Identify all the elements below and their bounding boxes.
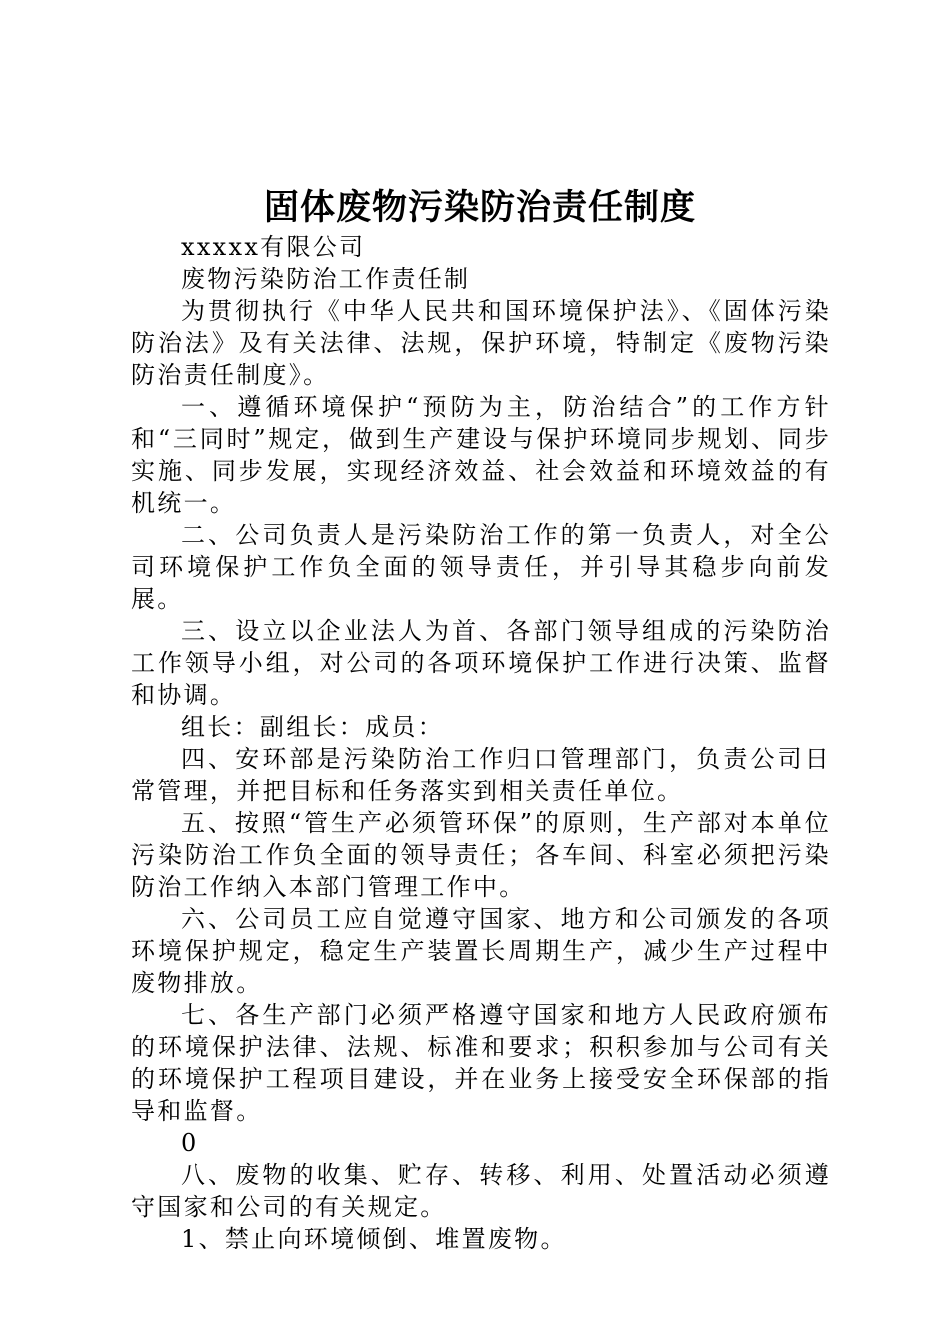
document-body xyxy=(131,231,831,1255)
intro-paragraph: 为贯彻执行《中华人民共和国环境保护法》、《固体污染防治法》及有关法律、法规，保护环境，特制定《废物污染防治责任制度》。 xyxy=(131,297,831,389)
clause-1-paragraph: 一、遵循环境保护“预防为主，防治结合”的工作方针和“三同时”规定，做到生产建设与保护环境同步规划、同步实施、同步发展，实现经济效益、社会效益和环境效益的有机统一。 xyxy=(131,393,831,517)
clause-2-paragraph: 二、公司负责人是污染防治工作的第一负责人，对全公司环境保护工作负全面的领导责任，并引导其稳步向前发展。 xyxy=(131,521,831,613)
clause-7-paragraph: 七、各生产部门必须严格遵守国家和地方人民政府颁布的环境保护法律、法规、标准和要求；积积参加与公司有关的环境保护工程项目建设，并在业务上接受安全环保部的指导和监督。 xyxy=(131,1001,831,1125)
clause-4-paragraph: 四、安环部是污染防治工作归口管理部门，负责公司日常管理，并把目标和任务落实到相关责任单位。 xyxy=(131,745,831,805)
company-name-line: xxxxx有限公司 xyxy=(181,233,366,261)
stray-zero-line: 0 xyxy=(181,1129,199,1157)
subtitle-line: 废物污染防治工作责任制 xyxy=(181,265,471,293)
document-title: 固体废物污染防治责任制度 xyxy=(263,187,696,228)
clause-5-paragraph: 五、按照“管生产必须管环保”的原则，生产部对本单位污染防治工作负全面的领导责任；各车间、科室必须把污染防治工作纳入本部门管理工作中。 xyxy=(131,809,831,901)
clause-8-item-1: 1、禁止向环境倾倒、堆置废物。 xyxy=(181,1225,567,1253)
clause-8-paragraph: 八、废物的收集、贮存、转移、利用、处置活动必须遵守国家和公司的有关规定。 xyxy=(131,1161,831,1221)
clause-3-paragraph: 三、设立以企业法人为首、各部门领导组成的污染防治工作领导小组，对公司的各项环境保护工作进行决策、监督和协调。 xyxy=(131,617,831,709)
team-members-line: 组长：副组长：成员： xyxy=(181,713,444,741)
clause-6-paragraph: 六、公司员工应自觉遵守国家、地方和公司颁发的各项环境保护规定，稳定生产装置长周期生产，减少生产过程中废物排放。 xyxy=(131,905,831,997)
